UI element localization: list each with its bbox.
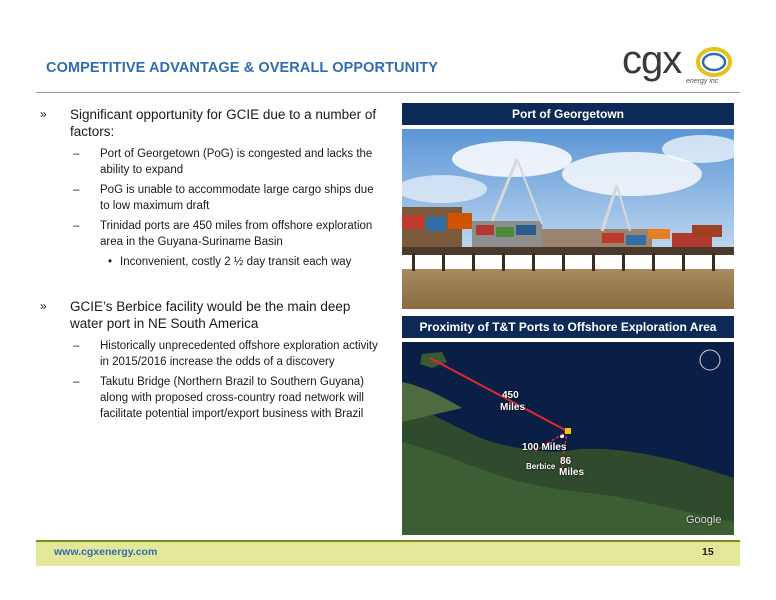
map-label-450-miles: Miles [500, 402, 526, 413]
satellite-map [402, 342, 734, 535]
sub-bullet-marker: – [73, 376, 80, 388]
bullet-text: GCIE’s Berbice facility would be the main deep water port in NE South America [70, 299, 351, 331]
sub-bullet-marker: – [73, 220, 80, 232]
bullet-1-2 [40, 182, 385, 214]
map-label-86: 86 [560, 456, 572, 467]
map-label-86-miles: Miles [559, 467, 585, 478]
bullet-2 [40, 298, 385, 332]
page-number: 15 [702, 546, 714, 558]
sub-sub-bullet-marker: • [108, 256, 113, 268]
map-label-berbice: Berbice [526, 462, 556, 471]
map-label-100-miles: 100 Miles [522, 442, 567, 453]
bullet-2-1 [40, 338, 385, 370]
google-watermark: Google [686, 514, 722, 526]
footer-url-link[interactable]: www.cgxenergy.com [54, 546, 158, 558]
page-title: COMPETITIVE ADVANTAGE & OVERALL OPPORTUNITY [46, 60, 439, 76]
cgx-logo [622, 38, 734, 90]
bullet-text: Inconvenient, costly 2 ½ day transit each way [120, 256, 352, 268]
bullet-marker: » [40, 299, 47, 313]
bullet-1-3-1 [40, 254, 385, 270]
port-photo-image [402, 129, 734, 309]
bullet-text: Historically unprecedented offshore exploration activity in 2015/2016 increase the odds of a discovery [100, 340, 378, 368]
title-divider [36, 92, 740, 93]
bullet-list [40, 106, 385, 422]
bullet-1 [40, 106, 385, 140]
logo-text: cgx [622, 38, 682, 82]
bullet-1-3 [40, 218, 385, 250]
bullet-text: Significant opportunity for GCIE due to a number of factors: [70, 107, 377, 139]
logo-swoosh-icon [684, 38, 734, 82]
sub-bullet-marker: – [73, 184, 80, 196]
bullet-text: Takutu Bridge (Northern Brazil to Southern Guyana) along with proposed cross-country road network will facilitate potential import/export business with Brazil [100, 376, 364, 420]
bullet-2-2 [40, 374, 385, 422]
bullet-1-1 [40, 146, 385, 178]
sub-bullet-marker: – [73, 148, 80, 160]
map-label-450: 450 [502, 390, 519, 401]
bullet-marker: » [40, 107, 47, 121]
photo-panel-title: Port of Georgetown [402, 103, 734, 125]
port-photo [402, 129, 734, 309]
map-image [402, 342, 734, 535]
bullet-text: Trinidad ports are 450 miles from offshore exploration area in the Guyana-Suriname Basin [100, 220, 373, 248]
map-panel-title: Proximity of T&T Ports to Offshore Exploration Area [402, 316, 734, 338]
bullet-text: PoG is unable to accommodate large cargo ships due to low maximum draft [100, 184, 374, 212]
sub-bullet-marker: – [73, 340, 80, 352]
logo-subtext: energy inc [686, 78, 719, 85]
bullet-text: Port of Georgetown (PoG) is congested and lacks the ability to expand [100, 148, 373, 176]
